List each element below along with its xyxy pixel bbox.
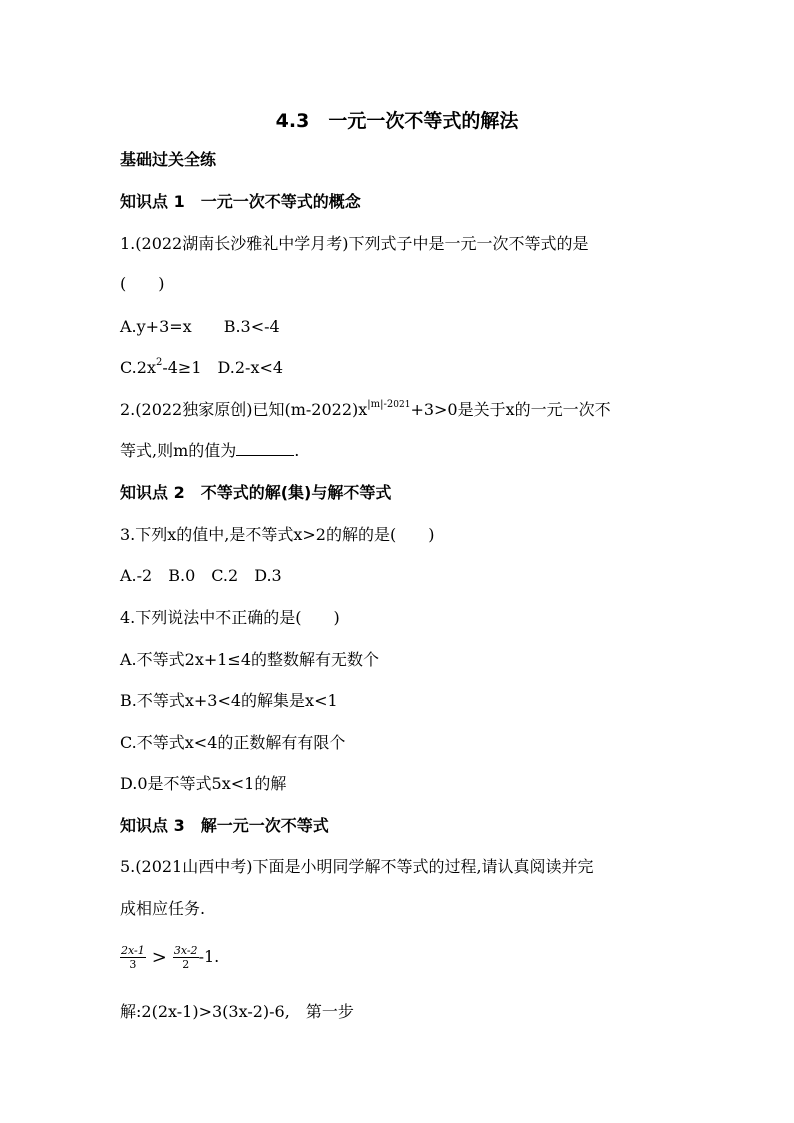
question-1-options-cd [120,358,283,378]
knowledge-point-3-heading: 知识点 3 解一元一次不等式 [120,816,329,835]
section-heading: 基础过关全练 [120,150,217,169]
question-3-stem: 3.下列x的值中,是不等式x>2的解的是( ) [120,525,435,544]
answer-blank[interactable] [236,441,294,456]
page-title: 4.3 一元一次不等式的解法 [275,110,519,132]
question-4-option-b: B.不等式x+3<4的解集是x<1 [120,691,338,710]
option-c-suffix: -4≥1 D.2-x<4 [162,358,284,377]
fraction-left-numerator: 2x-1 [121,944,145,957]
question-3-options: A.-2 B.0 C.2 D.3 [120,566,282,585]
fraction-left [120,944,146,971]
question-4-option-c: C.不等式x<4的正数解有有限个 [120,733,346,752]
greater-than-sign: > [151,946,167,968]
question-2-exponent-tail: 021 [393,400,411,410]
question-1-answer-paren: ( ) [120,274,165,293]
fraction-right-denominator: 2 [182,958,190,971]
fraction-left-denominator: 3 [129,958,137,971]
question-2-line-2 [120,441,299,461]
question-4-option-a: A.不等式2x+1≤4的整数解有无数个 [120,650,380,669]
knowledge-point-1-heading: 知识点 1 一元一次不等式的概念 [120,192,361,211]
question-1-options-ab: A.y+3=x B.3<-4 [120,317,280,336]
knowledge-point-2-heading: 知识点 2 不等式的解(集)与解不等式 [120,483,392,502]
question-5-line-1: 5.(2021山西中考)下面是小明同学解不等式的过程,请认真阅读并完 [120,857,594,876]
question-2-prefix: 2.(2022独家原创)已知(m-2022)x [120,400,368,419]
fraction-right-numerator: 3x-2 [173,944,198,957]
question-2-line-1 [120,400,611,420]
solution-step-1: 解:2(2x-1)>3(3x-2)-6, 第一步 [120,1002,354,1021]
inequality-tail: -1. [198,947,220,966]
question-2-exponent-main: |m|-2 [367,399,394,410]
question-2-line-2-text: 等式,则m的值为 [120,441,237,460]
fraction-right [173,944,199,971]
option-c-prefix: C.2x [120,358,156,377]
question-2-exponent [367,399,410,410]
question-1-stem: 1.(2022湖南长沙雅礼中学月考)下列式子中是一元一次不等式的是 [120,234,589,253]
question-4-stem: 4.下列说法中不正确的是( ) [120,608,340,627]
question-5-line-2: 成相应任务. [120,899,206,918]
question-4-option-d: D.0是不等式5x<1的解 [120,774,287,793]
question-5-inequality [120,942,219,973]
question-2-period: . [294,441,300,460]
question-2-suffix: +3>0是关于x的一元一次不 [410,400,611,419]
option-c-exponent: 2 [155,357,163,368]
